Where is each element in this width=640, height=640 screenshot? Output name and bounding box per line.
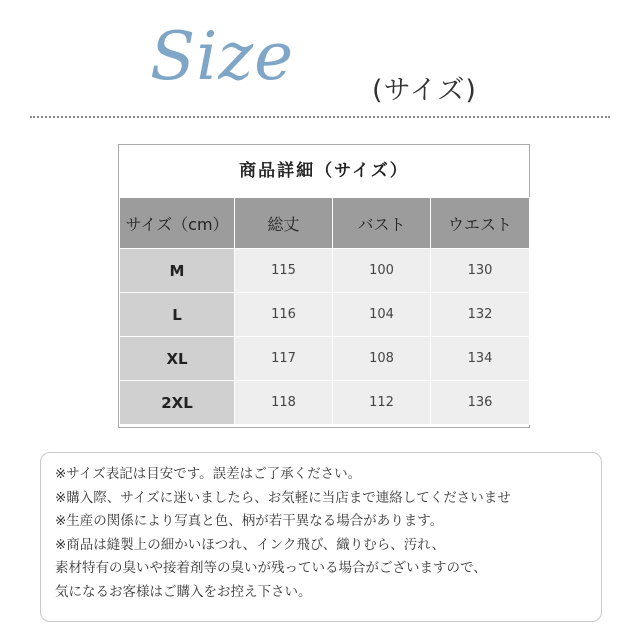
table-row	[120, 249, 530, 293]
note-line: ※購入際、サイズに迷いましたら、お気軽に当店まで連絡してくださいませ	[55, 489, 511, 506]
bust-cell: 100	[333, 249, 431, 293]
waist-cell: 130	[431, 249, 530, 293]
waist-cell: 132	[431, 293, 530, 337]
column-header-size: サイズ（cm）	[120, 198, 235, 249]
size-script-title: Size	[150, 18, 295, 95]
table-title: 商品詳細（サイズ）	[239, 161, 409, 181]
length-cell: 118	[235, 381, 333, 425]
size-table	[119, 197, 530, 425]
column-header-bust: バスト	[333, 198, 431, 249]
size-table-panel	[118, 144, 530, 428]
note-line: 気になるお客様はご購入をお控え下さい。	[55, 583, 312, 600]
bust-cell: 108	[333, 337, 431, 381]
table-header-row	[120, 198, 530, 249]
notes-box	[40, 452, 602, 622]
column-header-waist: ウエスト	[431, 198, 530, 249]
size-label: L	[120, 293, 235, 337]
waist-cell: 136	[431, 381, 530, 425]
table-row	[120, 337, 530, 381]
table-row	[120, 293, 530, 337]
size-label: XL	[120, 337, 235, 381]
size-label: M	[120, 249, 235, 293]
waist-cell: 134	[431, 337, 530, 381]
bust-cell: 104	[333, 293, 431, 337]
size-label: 2XL	[120, 381, 235, 425]
note-line: ※サイズ表記は目安です。誤差はご了承ください。	[55, 466, 362, 482]
length-cell: 116	[235, 293, 333, 337]
column-header-length: 総丈	[235, 198, 333, 249]
page-header	[150, 18, 530, 108]
bust-cell: 112	[333, 381, 431, 425]
length-cell: 115	[235, 249, 333, 293]
note-line: ※生産の関係により写真と色、柄が若干異なる場合があります。	[55, 513, 444, 529]
length-cell: 117	[235, 337, 333, 381]
size-jp-title: (サイズ)	[372, 75, 477, 106]
note-line: ※商品は縫製上の細かいほつれ、インク飛び、織りむら、汚れ、	[55, 536, 446, 553]
dotted-divider	[30, 116, 610, 118]
table-row	[120, 381, 530, 425]
note-line: 素材特有の臭いや接着剤等の臭いが残っている場合がございますので、	[55, 560, 487, 576]
